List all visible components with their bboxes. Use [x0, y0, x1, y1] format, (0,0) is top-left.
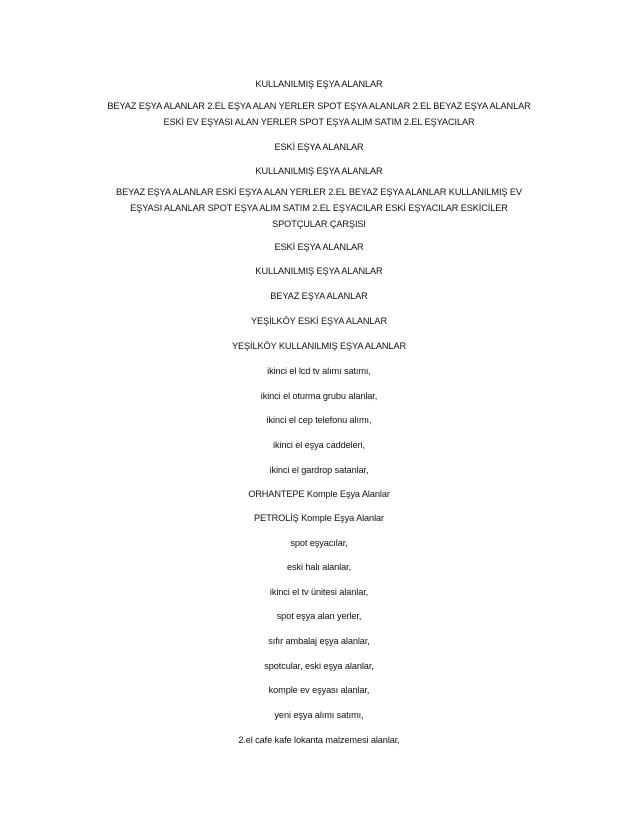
text-line: eski halı alanlar,	[286, 562, 352, 572]
paragraph-1-line-2: ESKİ EV EŞYASI ALAN YERLER SPOT EŞYA ALIM SATIM 2.EL EŞYACILAR	[163, 117, 475, 127]
paragraph-2-line-1: BEYAZ EŞYA ALANLAR ESKİ EŞYA ALAN YERLER 2.EL BEYAZ EŞYA ALANLAR KULLANILMIŞ EV	[116, 187, 522, 197]
heading-kullanilmis-esya: KULLANILMIŞ EŞYA ALANLAR	[255, 166, 383, 176]
text-line: 2.el cafe kafe lokanta malzemesi alanlar,	[238, 735, 400, 745]
text-line: ikinci el eşya caddeleri,	[273, 440, 365, 450]
text-line: yeni eşya alımı satımı,	[274, 710, 364, 720]
text-line: spot eşya alan yerler,	[276, 611, 362, 621]
text-line: sıfır ambalaj eşya alanlar,	[268, 636, 370, 646]
text-line: ikinci el tv ünitesi alanlar,	[269, 587, 369, 597]
paragraph-1	[80, 98, 558, 130]
paragraph-2-line-2: EŞYASI ALANLAR SPOT EŞYA ALIM SATIM 2.EL EŞYACILAR ESKİ EŞYACILAR ESKİCİLER	[130, 203, 508, 213]
text-line: ikinci el gardrop satanlar,	[269, 465, 369, 475]
paragraph-1-line-1: BEYAZ EŞYA ALANLAR 2.EL EŞYA ALAN YERLER SPOT EŞYA ALANLAR 2.EL BEYAZ EŞYA ALANLAR	[107, 101, 531, 111]
text-line: YEŞİLKÖY KULLANILMIŞ EŞYA ALANLAR	[231, 341, 407, 351]
text-line: ESKİ EŞYA ALANLAR	[274, 242, 364, 252]
heading-eski-esya: ESKİ EŞYA ALANLAR	[274, 142, 364, 152]
text-line: PETROLİŞ Komple Eşya Alanlar	[254, 513, 384, 523]
document-title: KULLANILMIŞ EŞYA ALANLAR	[255, 79, 383, 89]
text-line: spot eşyacılar,	[290, 538, 348, 548]
text-line: spotcular, eski eşya alanlar,	[264, 661, 374, 671]
text-line: ORHANTEPE Komple Eşya Alanlar	[248, 489, 390, 499]
paragraph-2-line-3: SPOTÇULAR ÇARŞISI	[272, 219, 366, 229]
text-line: KULLANILMIŞ EŞYA ALANLAR	[255, 266, 383, 276]
text-line: ikinci el lcd tv alımı satımı,	[267, 366, 371, 376]
text-line: ikinci el oturma grubu alanlar,	[260, 391, 378, 401]
text-line: BEYAZ EŞYA ALANLAR	[270, 291, 368, 301]
text-line: YEŞİLKÖY ESKİ EŞYA ALANLAR	[251, 316, 387, 326]
paragraph-2	[80, 184, 558, 232]
text-line: komple ev eşyası alanlar,	[268, 685, 370, 695]
text-line: ikinci el cep telefonu alımı,	[266, 415, 372, 425]
